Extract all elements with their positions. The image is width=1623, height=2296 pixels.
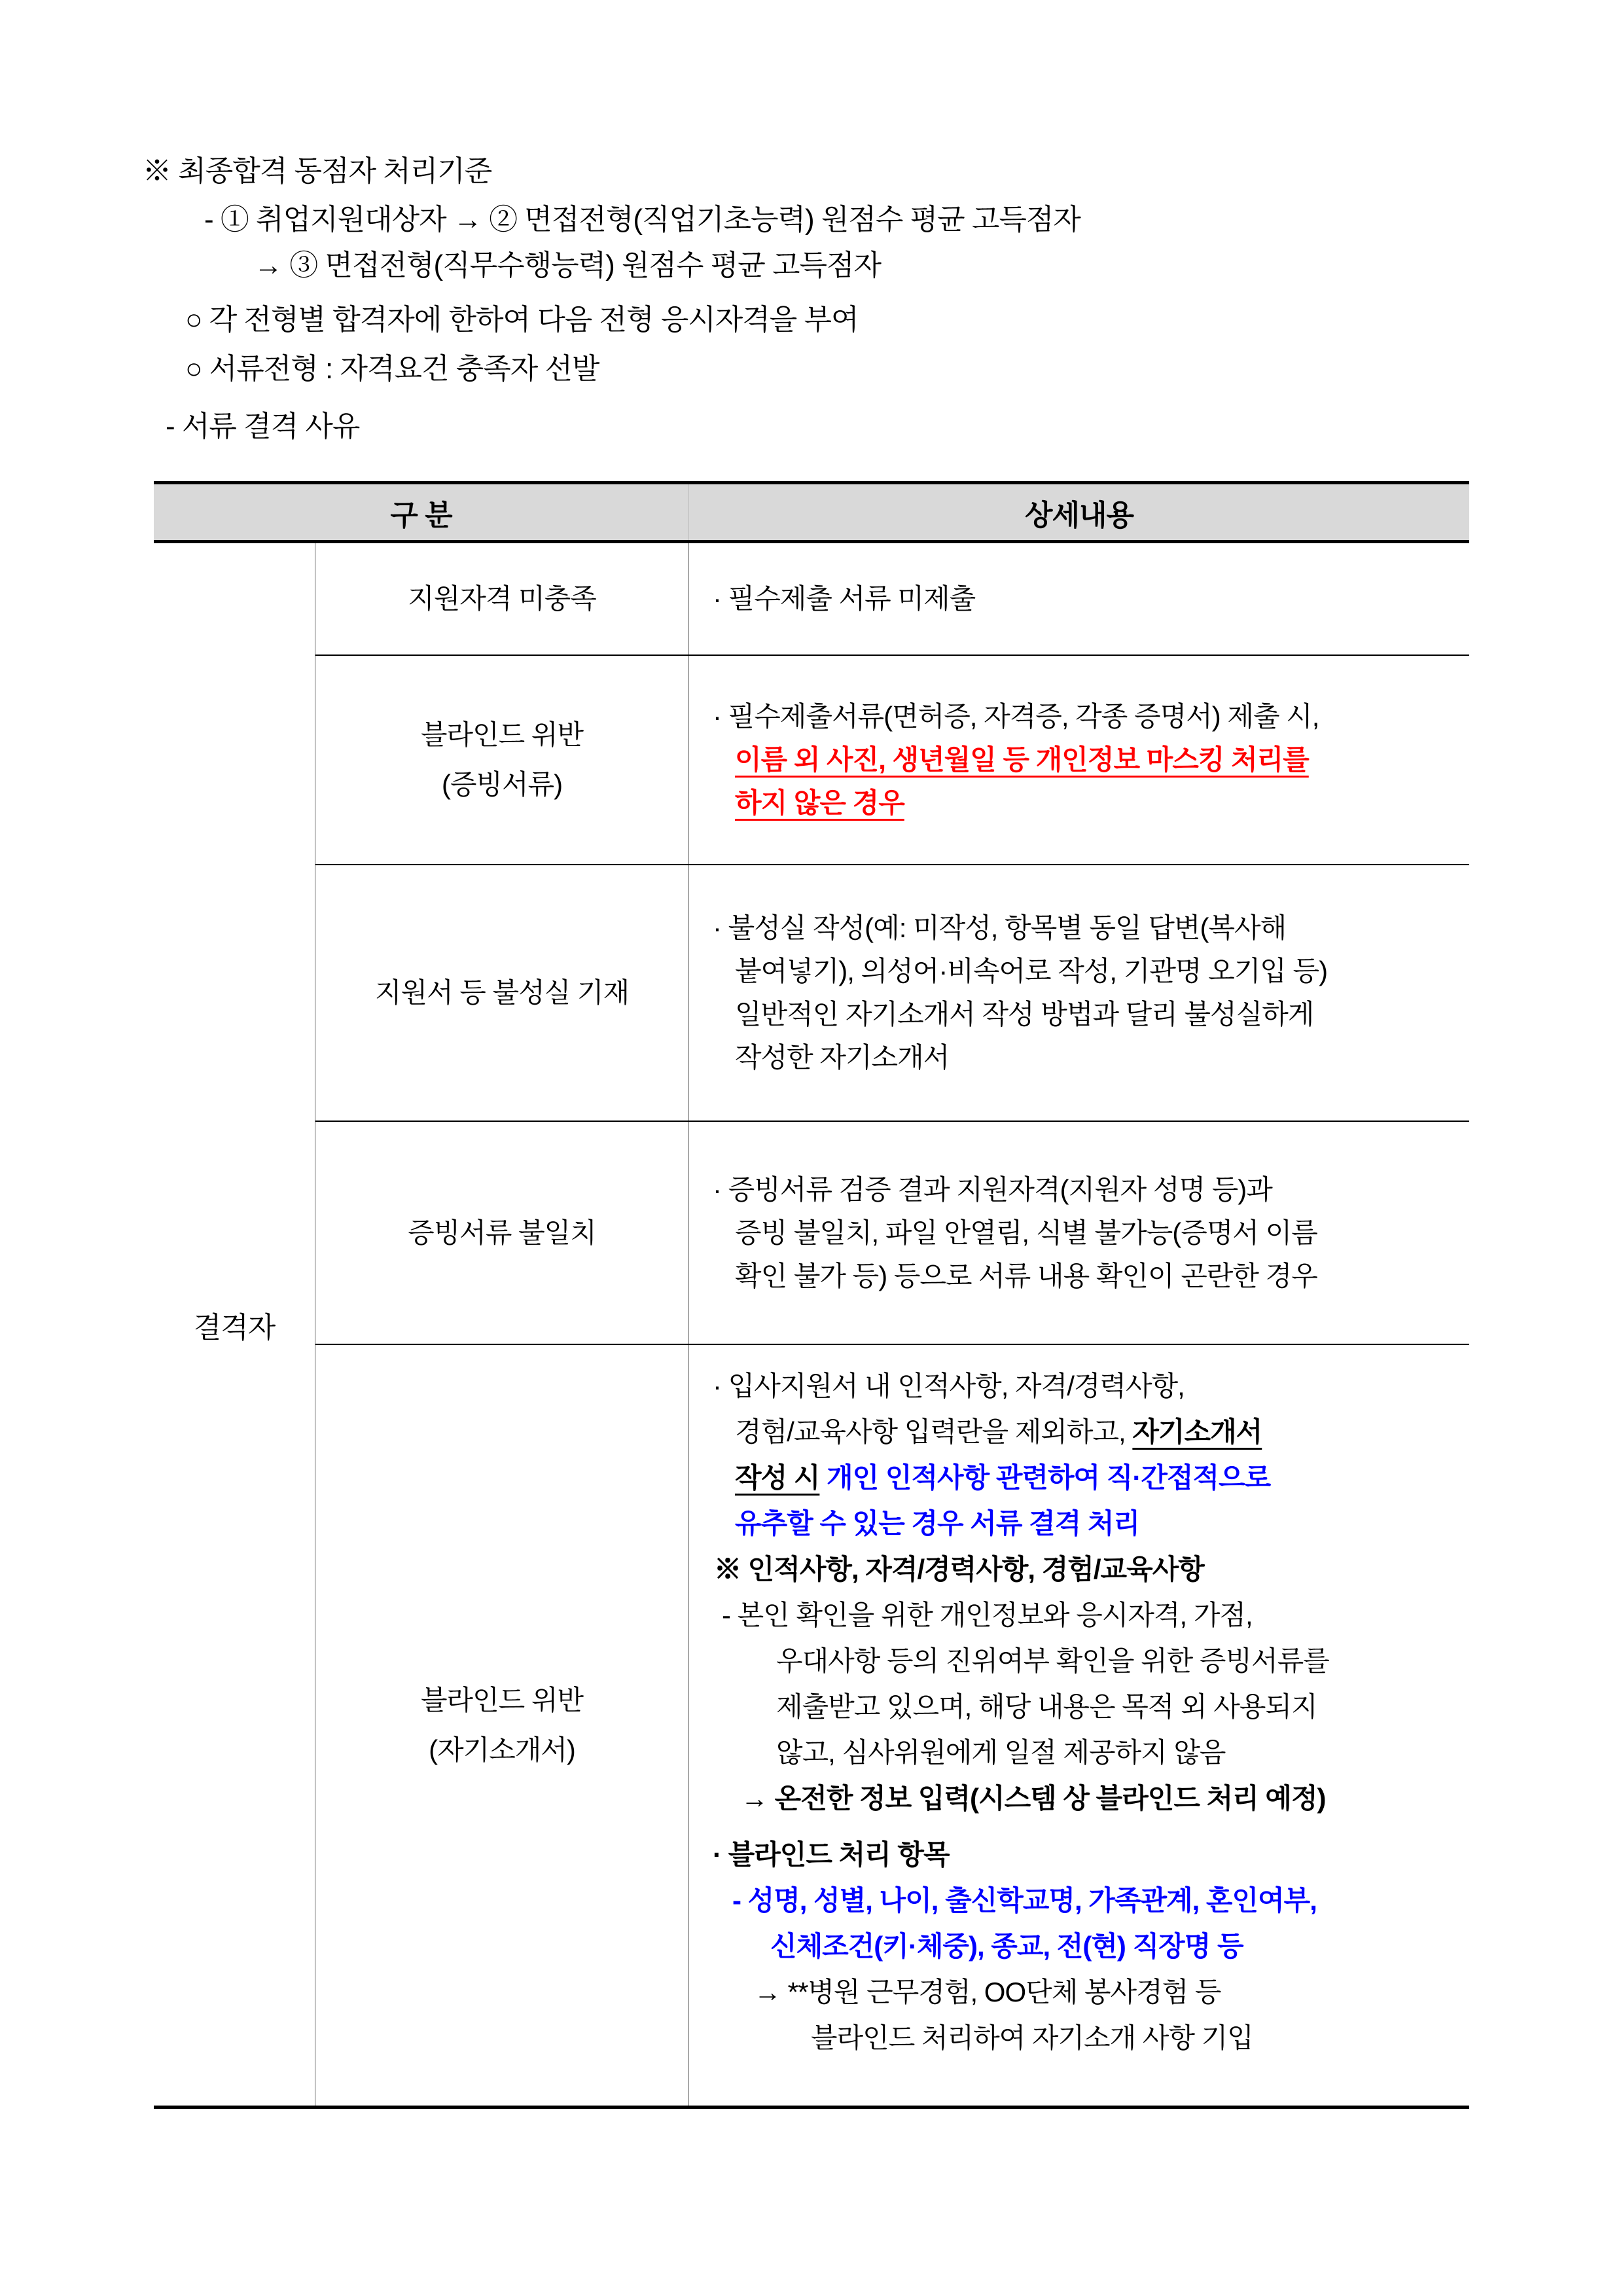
detail-text-underline: 작성 시 [735, 1462, 820, 1493]
detail-line: 증빙 불일치, 파일 안열림, 식별 불가능(증명서 이름 [735, 1217, 1317, 1248]
detail-line: 확인 불가 등) 등으로 서류 내용 확인이 곤란한 경우 [735, 1260, 1317, 1291]
detail-line-blue: 유추할 수 있는 경우 서류 결격 처리 [735, 1508, 1140, 1539]
detail-line: 우대사항 등의 진위여부 확인을 위한 증빙서류를 [776, 1645, 1329, 1676]
category-cell [315, 656, 689, 864]
intro-line-disqualification-title: - 서류 결격 사유 [166, 410, 360, 442]
detail-line-red: 하지 않은 경우 [735, 787, 904, 818]
header-cell-detail: 상세내용 [1024, 499, 1133, 531]
category-label: 지원자격 미충족 [408, 583, 596, 614]
category-cell [315, 1345, 689, 2106]
category-label: 블라인드 위반 [420, 1685, 584, 1715]
disqualification-table [154, 481, 1469, 2109]
intro-line-document-screening: ○ 서류전형 : 자격요건 충족자 선발 [185, 353, 599, 385]
table-body [154, 543, 1469, 2109]
intro-line-qualification: ○ 각 전형별 합격자에 한하여 다음 전형 응시자격을 부여 [185, 304, 859, 336]
category-label-sub: (증빙서류) [441, 769, 563, 800]
detail-cell [689, 1122, 1469, 1344]
arrow-glyph: → [741, 1783, 775, 1814]
intro-line-tiebreak-1: - ① 취업지원대상자 → ② 면접전형(직업기초능력) 원점수 평균 고득점자 [204, 204, 1080, 236]
detail-line-blue: 신체조건(키·체중), 종교, 전(현) 직장명 등 [770, 1931, 1243, 1962]
category-cell [315, 543, 689, 655]
detail-line: · 불성실 작성(예: 미작성, 항목별 동일 답변(복사해 [713, 912, 1287, 943]
detail-line-bold: · 블라인드 처리 항목 [713, 1839, 950, 1870]
detail-line: 일반적인 자기소개서 작성 방법과 달리 불성실하게 [735, 999, 1314, 1030]
intro-line-tiebreak-title: ※ 최종합격 동점자 처리기준 [143, 155, 492, 187]
detail-line-arrow [689, 1776, 1460, 1821]
detail-line: 작성한 자기소개서 [735, 1042, 950, 1073]
table-row-blind-violation-docs [315, 655, 1469, 864]
detail-text-underline: 자기소개서 [1132, 1416, 1262, 1447]
detail-line [689, 1409, 1460, 1455]
header-cell-category: 구 분 [154, 484, 689, 540]
detail-line: - 본인 확인을 위한 개인정보와 응시자격, 가점, [722, 1600, 1253, 1630]
rowspan-cell-disqualified: 결격자 [154, 543, 315, 2106]
detail-cell [689, 865, 1469, 1121]
detail-line: · 필수제출서류(면허증, 자격증, 각종 증명서) 제출 시, [713, 701, 1319, 732]
detail-cell [689, 543, 1469, 655]
table-row-document-mismatch [315, 1121, 1469, 1344]
detail-line [689, 1455, 1460, 1501]
detail-text-blue: 개인 인적사항 관련하여 직·간접적으로 [819, 1462, 1271, 1493]
detail-line: 붙여넣기), 의성어·비속어로 작성, 기관명 오기입 등) [735, 956, 1328, 986]
detail-text: 경험/교육사항 입력란을 제외하고, [735, 1416, 1133, 1447]
detail-line: 않고, 심사위원에게 일절 제공하지 않음 [776, 1737, 1226, 1768]
table-rows [315, 543, 1469, 2106]
detail-cell [689, 656, 1469, 864]
detail-line-note: ※ 인적사항, 자격/경력사항, 경험/교육사항 [714, 1554, 1204, 1585]
detail-line: 블라인드 처리하여 자기소개 사항 기입 [811, 2022, 1253, 2053]
table-row-blind-violation-selfintro [315, 1344, 1469, 2106]
category-label: 지원서 등 불성실 기재 [374, 977, 630, 1008]
category-label-sub: (자기소개서) [429, 1734, 575, 1765]
category-label: 증빙서류 불일치 [408, 1217, 596, 1248]
detail-line-blue: - 성명, 성별, 나이, 출신학교명, 가족관계, 혼인여부, [732, 1885, 1317, 1916]
detail-line: · 입사지원서 내 인적사항, 자격/경력사항, [713, 1371, 1185, 1401]
detail-line: · 필수제출 서류 미제출 [713, 583, 976, 614]
detail-cell [689, 1345, 1469, 2106]
detail-line-arrow: → **병원 근무경험, OO단체 봉사경험 등 [754, 1977, 1221, 2007]
category-label: 블라인드 위반 [420, 719, 584, 750]
table-row-unmet-qualification [315, 543, 1469, 655]
intro-line-tiebreak-2: → ③ 면접전형(직무수행능력) 원점수 평균 고득점자 [254, 249, 882, 281]
table-header-row [154, 484, 1469, 543]
detail-text-bold: 온전한 정보 입력(시스템 상 블라인드 처리 예정) [774, 1783, 1326, 1814]
category-cell [315, 865, 689, 1121]
category-cell [315, 1122, 689, 1344]
detail-line-red: 이름 외 사진, 생년월일 등 개인정보 마스킹 처리를 [735, 744, 1309, 775]
table-row-insincere-application [315, 864, 1469, 1121]
detail-line: · 증빙서류 검증 결과 지원자격(지원자 성명 등)과 [713, 1174, 1272, 1205]
detail-line: 제출받고 있으며, 해당 내용은 목적 외 사용되지 [776, 1691, 1317, 1722]
